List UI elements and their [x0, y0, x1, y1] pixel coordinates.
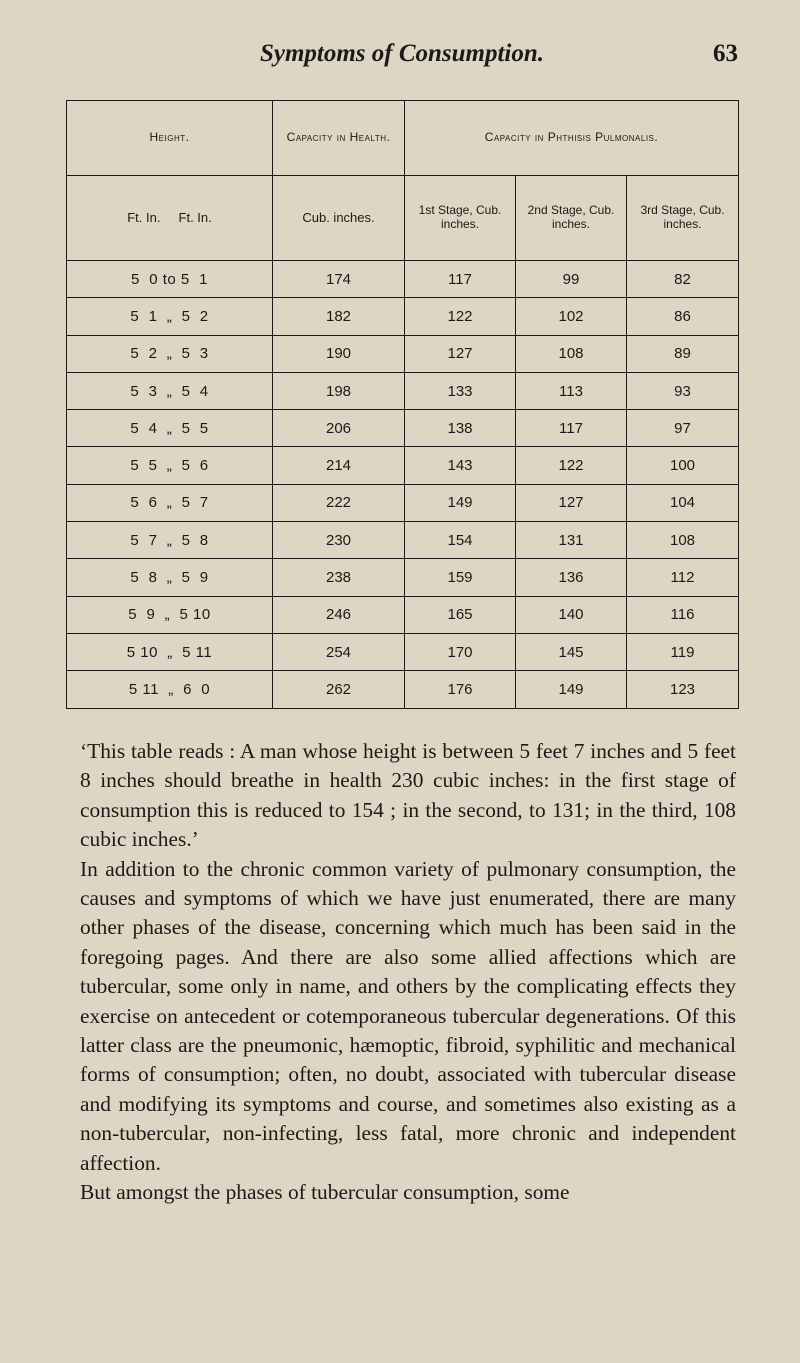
table-row	[67, 559, 739, 596]
height-units-header: Ft. In. Ft. In.	[67, 176, 273, 261]
stage2-cell: 127	[516, 484, 627, 521]
stage2-cell: 102	[516, 298, 627, 335]
stage2-cell: 131	[516, 522, 627, 559]
stage3-cell: 97	[627, 410, 739, 447]
paragraph: But amongst the phases of tubercular consumption, some	[80, 1180, 570, 1205]
height-cell: 5 6 „ 5 7	[67, 484, 273, 521]
stage1-cell: 170	[405, 633, 516, 670]
table-row	[67, 335, 739, 372]
height-cell: 5 5 „ 5 6	[67, 447, 273, 484]
stage1-cell: 176	[405, 671, 516, 708]
health-cell: 254	[273, 633, 405, 670]
health-cell: 246	[273, 596, 405, 633]
stage3-cell: 119	[627, 633, 739, 670]
stage2-cell: 108	[516, 335, 627, 372]
page-header	[66, 40, 738, 76]
stage3-cell: 86	[627, 298, 739, 335]
stage1-cell: 127	[405, 335, 516, 372]
stage1-cell: 133	[405, 372, 516, 409]
stage3-cell: 108	[627, 522, 739, 559]
stage1-cell: 149	[405, 484, 516, 521]
health-units-header: Cub. inches.	[273, 176, 405, 261]
stage2-cell: 140	[516, 596, 627, 633]
running-title: Symptoms of Consumption.	[259, 40, 545, 67]
stage3-cell: 100	[627, 447, 739, 484]
stage2-cell: 122	[516, 447, 627, 484]
height-cell: 5 11 „ 6 0	[67, 671, 273, 708]
stage2-cell: 149	[516, 671, 627, 708]
health-capacity-header: Capacity in Health.	[273, 101, 405, 176]
stage2-cell: 136	[516, 559, 627, 596]
height-cell: 5 10 „ 5 11	[67, 633, 273, 670]
stage2-cell: 145	[516, 633, 627, 670]
stage1-cell: 159	[405, 559, 516, 596]
health-cell: 206	[273, 410, 405, 447]
health-cell: 214	[273, 447, 405, 484]
health-cell: 222	[273, 484, 405, 521]
stage3-cell: 116	[627, 596, 739, 633]
stage3-cell: 123	[627, 671, 739, 708]
height-cell: 5 1 „ 5 2	[67, 298, 273, 335]
lung-capacity-table	[66, 100, 739, 709]
table-row	[67, 671, 739, 708]
stage2-cell: 117	[516, 410, 627, 447]
height-cell: 5 2 „ 5 3	[67, 335, 273, 372]
table-row	[67, 447, 739, 484]
stage1-header: 1st Stage, Cub. inches.	[405, 176, 516, 261]
stage1-cell: 117	[405, 261, 516, 298]
stage2-cell: 99	[516, 261, 627, 298]
stage3-cell: 104	[627, 484, 739, 521]
height-cell: 5 4 „ 5 5	[67, 410, 273, 447]
stage1-cell: 143	[405, 447, 516, 484]
stage3-cell: 89	[627, 335, 739, 372]
height-cell: 5 0 to 5 1	[67, 261, 273, 298]
table-row	[67, 410, 739, 447]
table-row	[67, 484, 739, 521]
height-cell: 5 3 „ 5 4	[67, 372, 273, 409]
stage3-cell: 93	[627, 372, 739, 409]
phthisis-capacity-header: Capacity in Phthisis Pulmonalis.	[405, 101, 739, 176]
stage1-cell: 154	[405, 522, 516, 559]
health-cell: 182	[273, 298, 405, 335]
stage2-cell: 113	[516, 372, 627, 409]
table-row	[67, 261, 739, 298]
stage1-cell: 165	[405, 596, 516, 633]
stage3-cell: 112	[627, 559, 739, 596]
height-cell: 5 8 „ 5 9	[67, 559, 273, 596]
height-cell: 5 7 „ 5 8	[67, 522, 273, 559]
table-row	[67, 372, 739, 409]
stage2-header: 2nd Stage, Cub. inches.	[516, 176, 627, 261]
table-row	[67, 633, 739, 670]
paragraph: ‘This table reads : A man whose height is between 5 feet 7 inches and 5 feet 8 inches should breathe in health 230 cubic inches: in the first stage of consumption this is reduced to 154 ; in the second, to 131; in the third, 108 cubic inches.’	[80, 739, 736, 852]
stage3-cell: 82	[627, 261, 739, 298]
page-number: 63	[713, 40, 738, 67]
table-row	[67, 522, 739, 559]
height-header: Height.	[67, 101, 273, 176]
table-row	[67, 596, 739, 633]
table-row	[67, 298, 739, 335]
stage1-cell: 122	[405, 298, 516, 335]
health-cell: 238	[273, 559, 405, 596]
body-text	[80, 737, 736, 1208]
height-cell: 5 9 „ 5 10	[67, 596, 273, 633]
health-cell: 262	[273, 671, 405, 708]
health-cell: 174	[273, 261, 405, 298]
paragraph: In addition to the chronic common variety of pulmonary consumption, the causes and symptoms of which we have just enumerated, there are many other phases of the disease, concerning which much has been said in the foregoing pages. And there are also some allied affections which are tubercular, some only in name, and others by the complicating effects they exercise on antecedent or cotemporaneous tubercular degenerations. Of this latter class are the pneumonic, hæmoptic, fibroid, syphilitic and mechanical forms of consumption; often, no doubt, associated with tubercular disease and modifying its symptoms and course, and sometimes also existing as a non-tubercular, non-infecting, less fatal, more chronic and independent affection.	[80, 856, 736, 1175]
health-cell: 198	[273, 372, 405, 409]
health-cell: 230	[273, 522, 405, 559]
stage3-header: 3rd Stage, Cub. inches.	[627, 176, 739, 261]
stage1-cell: 138	[405, 410, 516, 447]
health-cell: 190	[273, 335, 405, 372]
